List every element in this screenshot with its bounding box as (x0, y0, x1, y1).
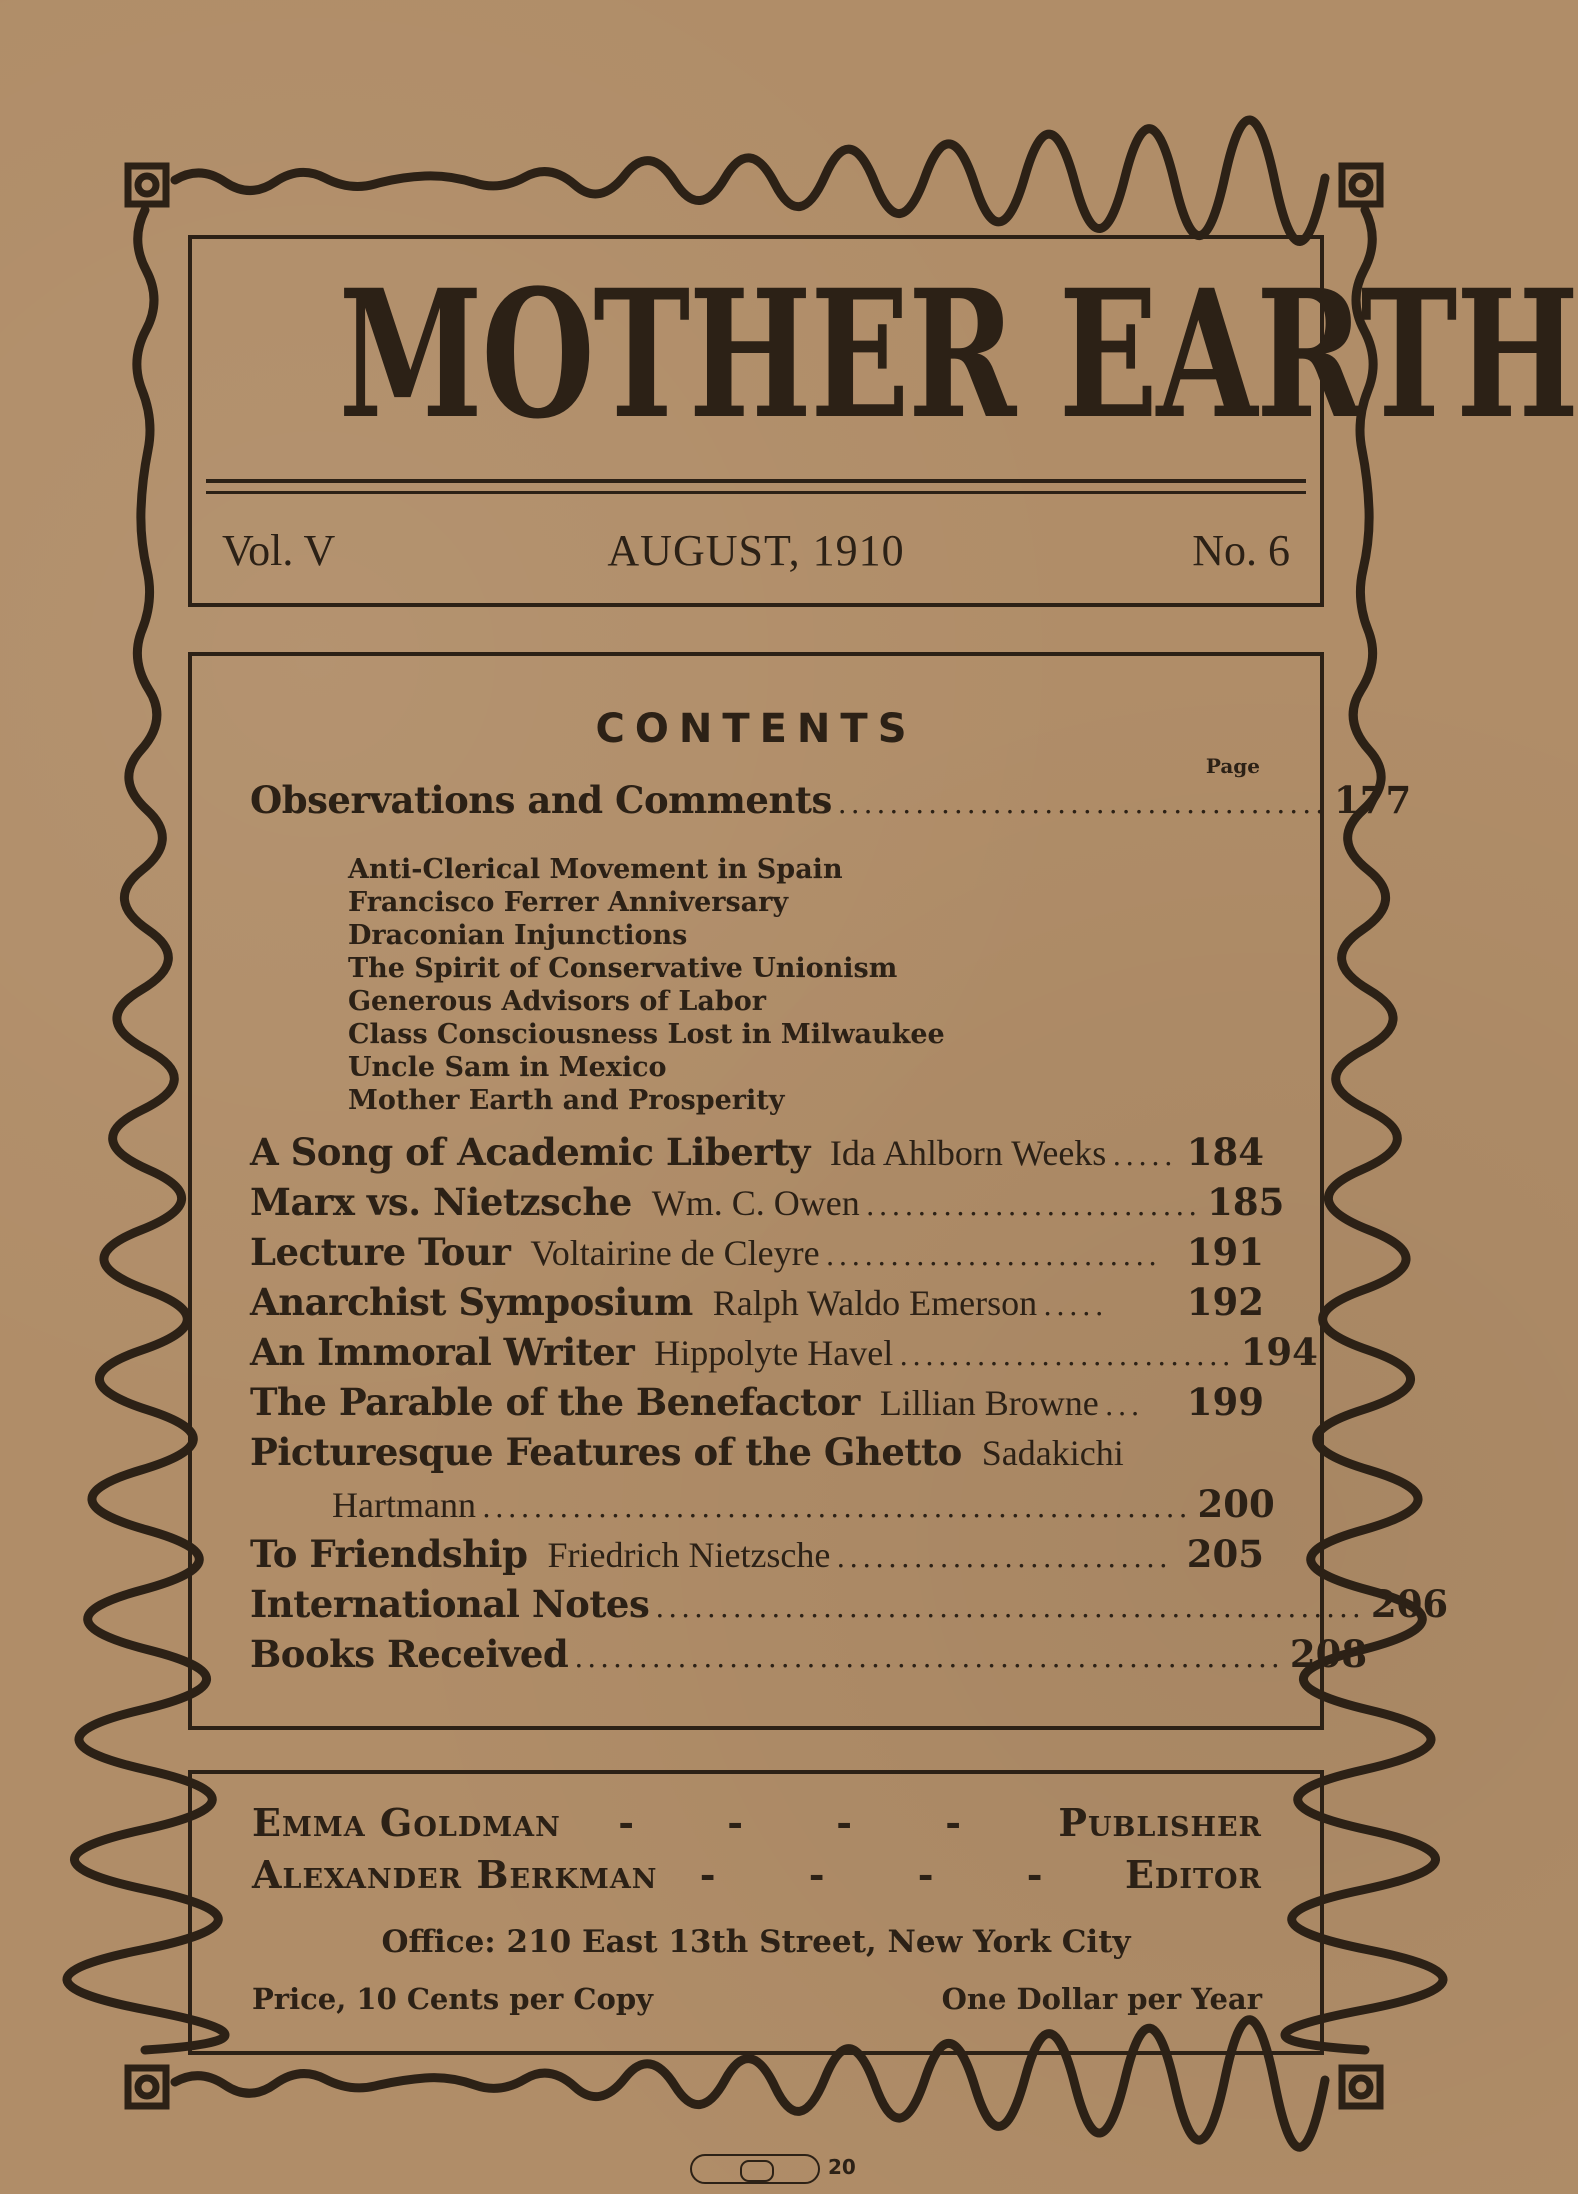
contents-entry (250, 1430, 1264, 1482)
title-rule-double (206, 491, 1306, 494)
leader-dots: ... (1104, 1389, 1144, 1422)
entry-author: Sadakichi (981, 1433, 1124, 1473)
entry-title: Picturesque Features of the Ghetto (250, 1430, 962, 1474)
contents-entry (250, 1582, 1449, 1634)
publisher-role: Publisher (1058, 1800, 1262, 1845)
entry-title: A Song of Academic Liberty (250, 1130, 810, 1174)
subtopic: Francisco Ferrer Anniversary (348, 887, 789, 918)
contents-heading: CONTENTS (595, 706, 917, 752)
union-label-seal (690, 2154, 820, 2184)
contents-entry (250, 1280, 1264, 1332)
publisher-line (252, 1800, 1262, 1845)
leader-dots: .......................... (899, 1339, 1235, 1372)
entry-title: To Friendship (250, 1532, 528, 1576)
entry-author-continued: Hartmann (332, 1485, 476, 1525)
contents-entry (250, 1330, 1318, 1382)
leader-dots: ..... (1043, 1289, 1108, 1322)
leader-dots: .......................... (865, 1189, 1202, 1222)
masthead (188, 235, 1578, 607)
entry-page: 200 (1197, 1482, 1275, 1526)
leader-dots: .......................... (836, 1541, 1172, 1574)
price-per-copy: Price, 10 Cents per Copy (252, 1982, 653, 2016)
subtopic: Class Consciousness Lost in Milwaukee (348, 1019, 945, 1050)
entry-title: Anarchist Symposium (250, 1280, 693, 1324)
entry-title: Lecture Tour (250, 1230, 511, 1274)
subtopic: Generous Advisors of Labor (348, 986, 766, 1017)
subtopic: The Spirit of Conservative Unionism (348, 953, 898, 984)
entry-page: 208 (1289, 1632, 1368, 1676)
entry-title: International Notes (250, 1582, 650, 1626)
entry-page: 185 (1207, 1180, 1285, 1224)
union-label-number: 20 (828, 2155, 856, 2179)
office-address: Office: 210 East 13th Street, New York City (381, 1924, 1131, 1960)
entry-author: Lillian Browne (879, 1383, 1099, 1423)
volume-number: Vol. V (222, 526, 336, 575)
entry-page: 205 (1186, 1532, 1264, 1576)
leader-dots: .......................... (825, 1239, 1162, 1272)
subtopic: Uncle Sam in Mexico (348, 1052, 667, 1083)
separator-dashes: - - - - (699, 1852, 1083, 1897)
contents-entry (250, 778, 1412, 830)
editor-name: Alexander Berkman (252, 1852, 658, 1897)
publisher-name: Emma Goldman (252, 1800, 561, 1845)
entry-title: An Immoral Writer (250, 1330, 635, 1374)
contents-entry-continued (332, 1482, 1275, 1534)
subtopic: Draconian Injunctions (348, 920, 688, 951)
leader-dots: ....................................................... (481, 1491, 1192, 1524)
entry-page: 184 (1186, 1130, 1264, 1174)
entry-page: 199 (1186, 1380, 1264, 1424)
publisher-box (188, 1770, 1324, 2055)
entry-author: Voltairine de Cleyre (530, 1233, 820, 1273)
leader-dots: ....................................................... (574, 1641, 1284, 1674)
entry-title: The Parable of the Benefactor (250, 1380, 860, 1424)
price-per-year: One Dollar per Year (941, 1982, 1262, 2016)
editor-role: Editor (1124, 1852, 1262, 1897)
contents-entry (250, 1380, 1264, 1432)
entry-author: Ralph Waldo Emerson (712, 1283, 1038, 1323)
entry-page: 177 (1334, 778, 1412, 822)
leader-dots: ...................................... (837, 787, 1329, 820)
editor-line (252, 1852, 1262, 1897)
title-rule (206, 479, 1306, 483)
entry-page: 206 (1370, 1582, 1449, 1626)
entry-page: 194 (1240, 1330, 1318, 1374)
price-line (252, 1982, 1262, 2016)
issue-number: No. 6 (1192, 526, 1290, 575)
contents-entry (250, 1230, 1264, 1282)
subtopic: Mother Earth and Prosperity (348, 1085, 785, 1116)
contents-entry (250, 1532, 1264, 1584)
entry-author: Friedrich Nietzsche (547, 1535, 831, 1575)
contents-entry (250, 1632, 1368, 1684)
entry-author: Hippolyte Havel (654, 1333, 894, 1373)
magazine-title: MOTHER EARTH (338, 251, 1578, 458)
entry-author: Ida Ahlborn Weeks (829, 1133, 1107, 1173)
entry-author: Wm. C. Owen (651, 1183, 860, 1223)
leader-dots: ....................................................... (655, 1591, 1365, 1624)
leader-dots: ..... (1112, 1139, 1177, 1172)
subtopic: Anti-Clerical Movement in Spain (348, 854, 843, 885)
contents-entry (250, 1130, 1264, 1182)
separator-dashes: - - - - (618, 1800, 1001, 1845)
table-of-contents (188, 652, 1449, 1730)
entry-page: 192 (1186, 1280, 1264, 1324)
entry-title: Marx vs. Nietzsche (250, 1180, 632, 1224)
contents-entry (250, 1180, 1285, 1232)
entry-page: 191 (1186, 1230, 1264, 1274)
issue-date: AUGUST, 1910 (607, 526, 905, 575)
page-column-label: Page (1205, 754, 1260, 778)
entry-title: Observations and Comments (250, 778, 832, 822)
entry-title: Books Received (250, 1632, 569, 1676)
